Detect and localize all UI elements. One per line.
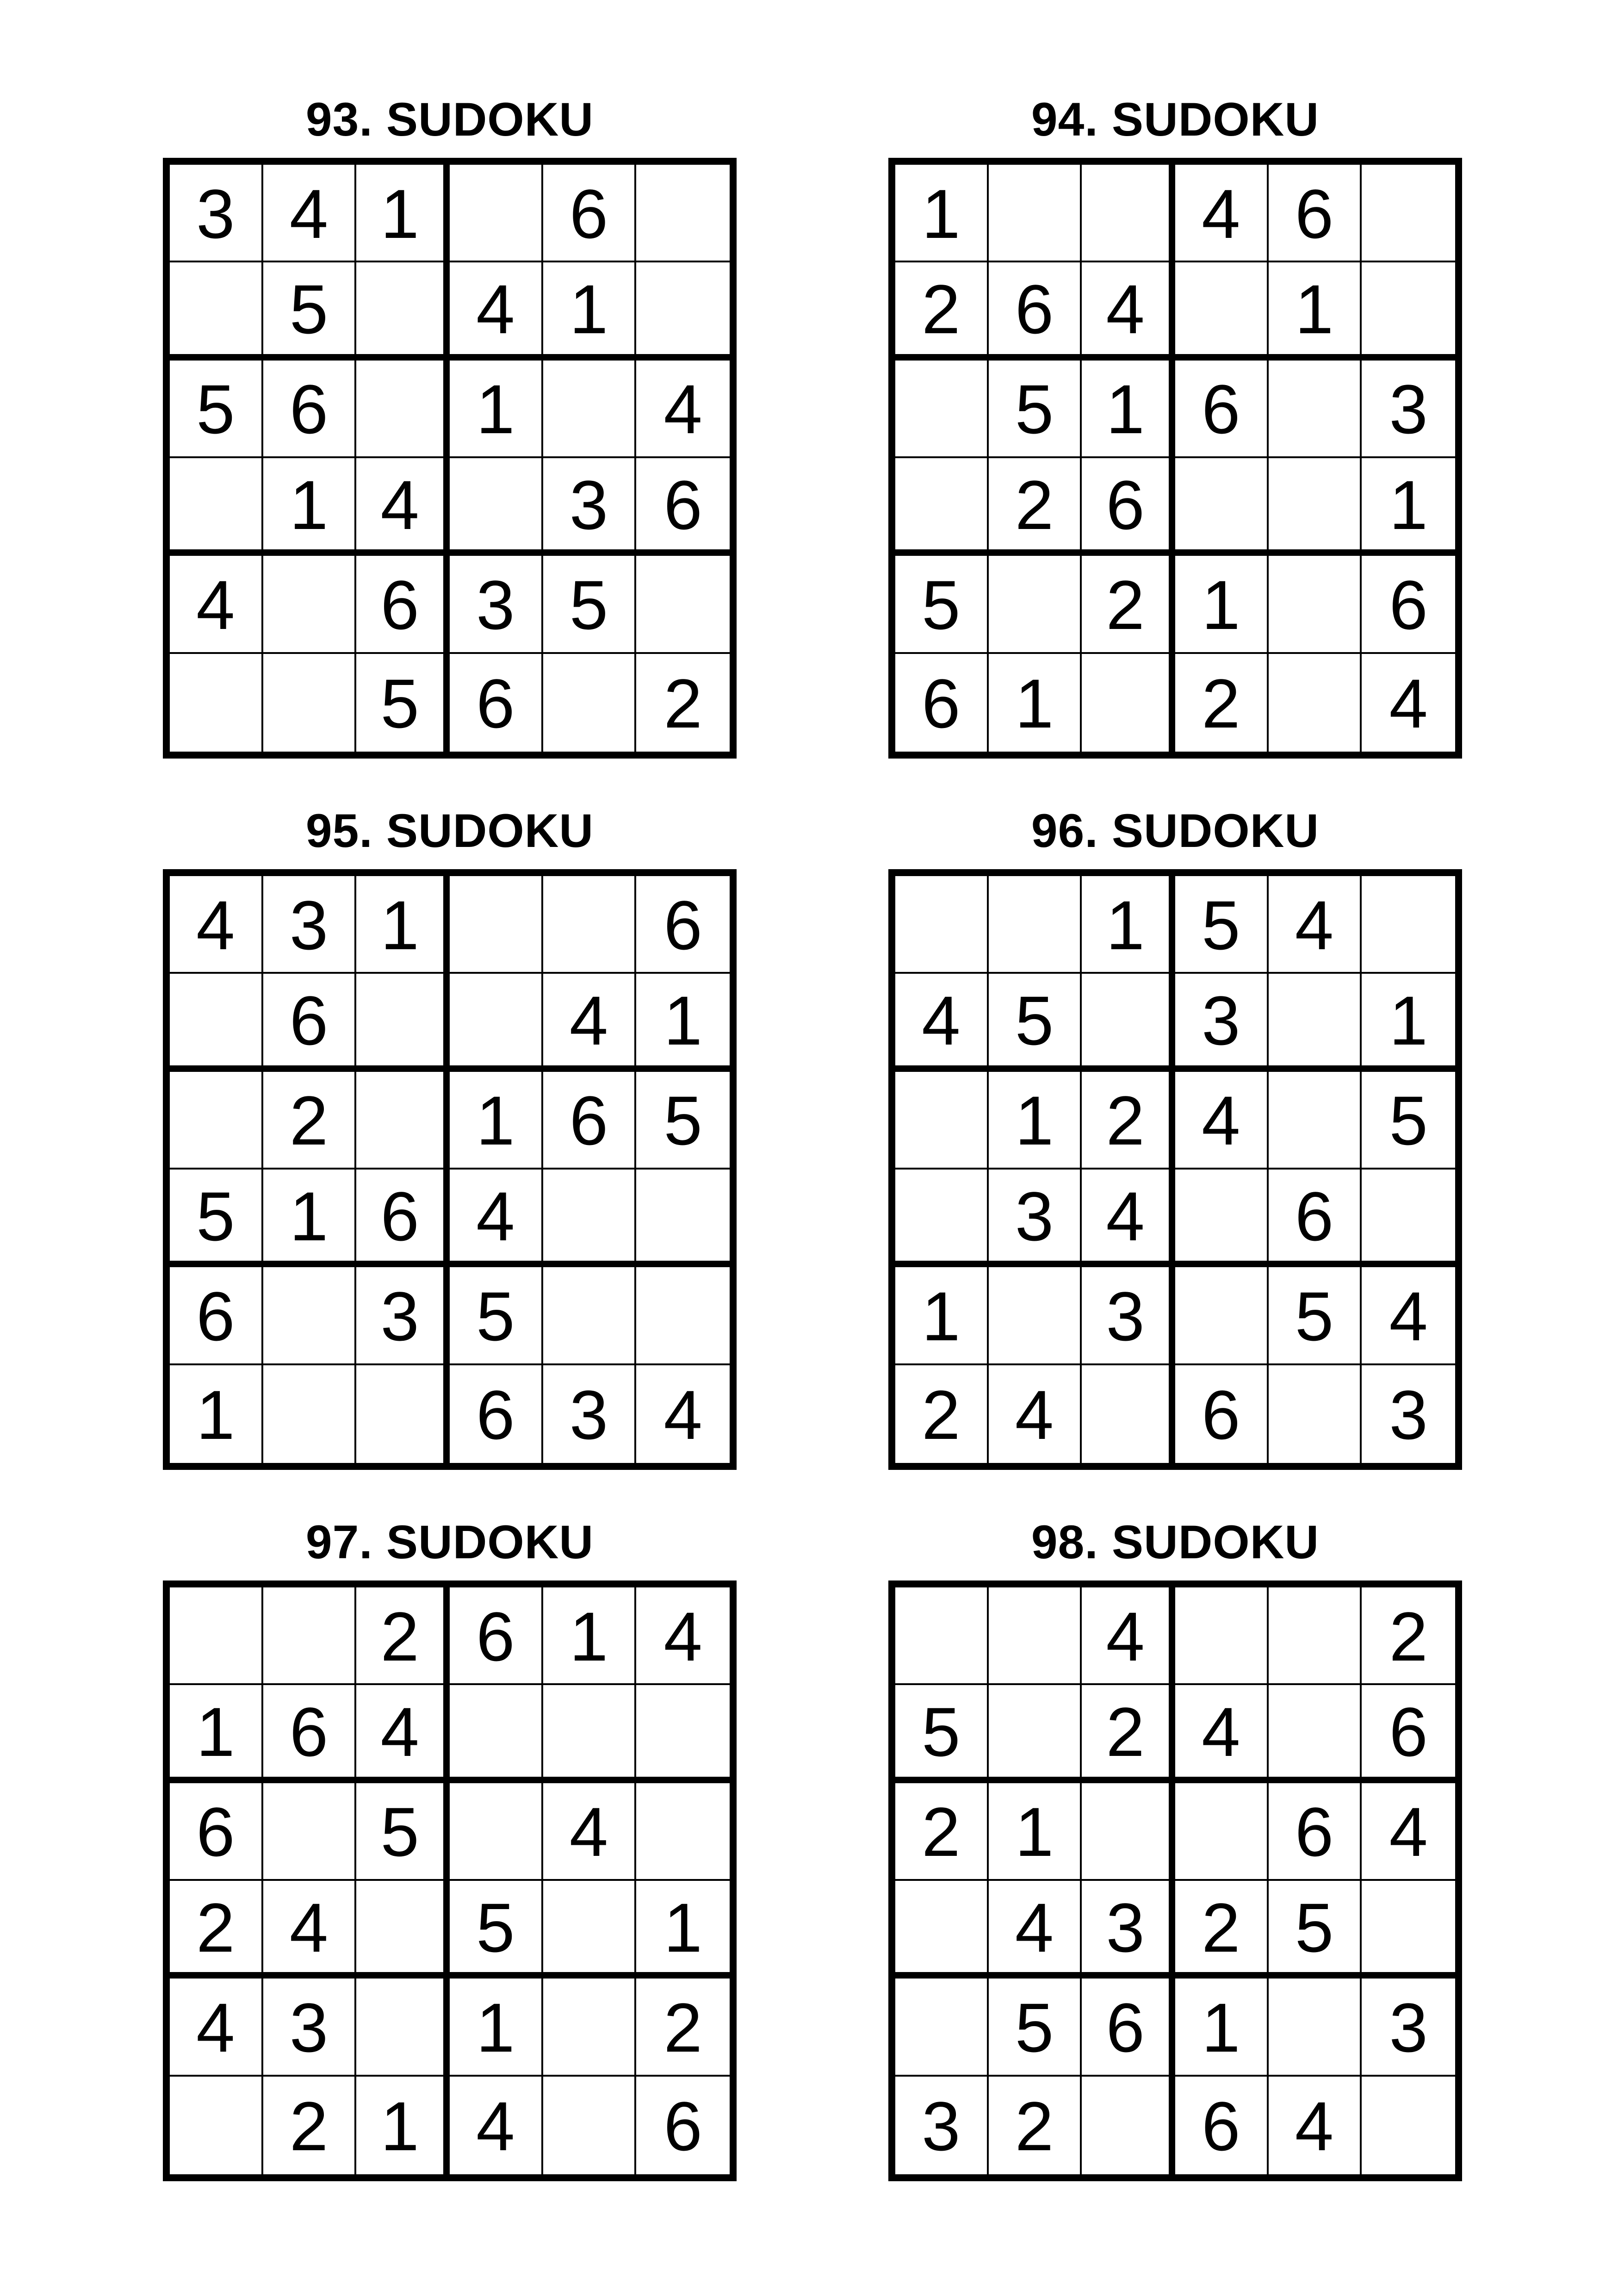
sudoku-cell: 5 <box>170 361 263 458</box>
sudoku-cell: 6 <box>1362 1685 1455 1783</box>
sudoku-cell: 6 <box>636 876 730 974</box>
sudoku-cell <box>1175 1267 1269 1365</box>
sudoku-cell: 6 <box>543 165 637 262</box>
sudoku-cell <box>543 654 637 752</box>
sudoku-cell: 6 <box>263 974 357 1071</box>
sudoku-cell: 3 <box>895 2077 989 2174</box>
sudoku-cell: 5 <box>356 1783 450 1881</box>
sudoku-cell: 2 <box>989 2077 1082 2174</box>
sudoku-cell: 4 <box>989 1881 1082 1979</box>
sudoku-cell <box>636 262 730 360</box>
sudoku-cell: 4 <box>1082 1587 1175 1685</box>
sudoku-cell <box>1269 1587 1362 1685</box>
sudoku-cell: 5 <box>450 1881 543 1979</box>
sudoku-cell <box>1362 2077 1455 2174</box>
sudoku-cell: 6 <box>1269 165 1362 262</box>
sudoku-cell: 3 <box>1362 1979 1455 2076</box>
sudoku-cell <box>263 1267 357 1365</box>
sudoku-cell: 2 <box>636 1979 730 2076</box>
sudoku-cell: 6 <box>450 654 543 752</box>
sudoku-cell <box>1175 262 1269 360</box>
sudoku-cell: 2 <box>1175 654 1269 752</box>
sudoku-cell: 1 <box>170 1365 263 1463</box>
sudoku-cell: 1 <box>356 876 450 974</box>
sudoku-cell: 4 <box>1082 262 1175 360</box>
sudoku-cell: 4 <box>263 1881 357 1979</box>
sudoku-cell <box>1269 654 1362 752</box>
sudoku-cell <box>263 1783 357 1881</box>
sudoku-grid <box>163 869 737 1470</box>
sudoku-cell: 4 <box>1082 1170 1175 1267</box>
sudoku-cell <box>895 458 989 556</box>
sudoku-cell: 3 <box>170 165 263 262</box>
sudoku-cell: 2 <box>263 2077 357 2174</box>
sudoku-cell: 1 <box>1269 262 1362 360</box>
sudoku-cell <box>263 654 357 752</box>
sudoku-cell: 1 <box>356 165 450 262</box>
sudoku-cell: 4 <box>450 262 543 360</box>
sudoku-cell: 6 <box>1175 1365 1269 1463</box>
sudoku-cell: 4 <box>356 458 450 556</box>
sudoku-cell: 2 <box>895 1365 989 1463</box>
sudoku-cell: 1 <box>170 1685 263 1783</box>
sudoku-cell: 6 <box>356 556 450 653</box>
sudoku-cell <box>1082 1783 1175 1881</box>
sudoku-cell <box>356 974 450 1071</box>
sudoku-cell: 1 <box>636 974 730 1071</box>
sudoku-cell: 1 <box>1082 876 1175 974</box>
sudoku-cell: 6 <box>263 1685 357 1783</box>
sudoku-cell <box>1362 876 1455 974</box>
puzzle-title: 94. SUDOKU <box>1031 93 1320 146</box>
sudoku-cell: 6 <box>895 654 989 752</box>
sudoku-cell <box>895 361 989 458</box>
sudoku-cell <box>170 1587 263 1685</box>
sudoku-cell <box>170 458 263 556</box>
sudoku-cell <box>989 556 1082 653</box>
sudoku-cell: 3 <box>1389 1376 1428 1454</box>
sudoku-cell: 5 <box>895 1685 989 1783</box>
sudoku-cell <box>543 1170 637 1267</box>
sudoku-grid <box>888 869 1462 1470</box>
sudoku-grid <box>163 1580 737 2181</box>
sudoku-cell: 5 <box>989 361 1082 458</box>
sudoku-cell <box>450 974 543 1071</box>
sudoku-cell: 3 <box>1082 1267 1175 1365</box>
sudoku-cell: 3 <box>1082 1881 1175 1979</box>
sudoku-cell: 5 <box>450 1267 543 1365</box>
sudoku-cell: 6 <box>170 1267 263 1365</box>
sudoku-cell: 6 <box>1175 361 1269 458</box>
sudoku-cell: 1 <box>1175 1979 1269 2076</box>
sudoku-cell <box>1082 654 1175 752</box>
sudoku-cell: 4 <box>170 876 263 974</box>
sudoku-cell: 5 <box>1269 1881 1362 1979</box>
sudoku-cell <box>170 1072 263 1170</box>
sudoku-cell: 4 <box>1269 876 1362 974</box>
sudoku-cell <box>543 1685 637 1783</box>
puzzle-title: 97. SUDOKU <box>305 1516 594 1568</box>
sudoku-cell <box>1362 262 1455 360</box>
puzzle-title: 96. SUDOKU <box>1031 804 1320 857</box>
sudoku-cell <box>263 1365 357 1463</box>
sudoku-grid <box>888 158 1462 759</box>
sudoku-cell: 1 <box>989 1783 1082 1881</box>
sudoku-cell <box>636 1783 730 1881</box>
sudoku-cell: 6 <box>636 458 730 556</box>
sudoku-cell: 6 <box>1175 2077 1269 2174</box>
sudoku-cell: 1 <box>263 458 357 556</box>
sudoku-cell: 4 <box>663 1376 702 1454</box>
sudoku-cell <box>170 2077 263 2174</box>
sudoku-cell <box>543 361 637 458</box>
sudoku-cell: 4 <box>1389 665 1428 743</box>
sudoku-cell: 1 <box>636 1881 730 1979</box>
sudoku-cell: 2 <box>263 1072 357 1170</box>
sudoku-cell <box>1362 1170 1455 1267</box>
sudoku-cell <box>543 876 637 974</box>
sudoku-cell: 2 <box>1082 556 1175 653</box>
sudoku-cell <box>1175 1587 1269 1685</box>
sudoku-cell: 4 <box>543 974 637 1071</box>
sudoku-cell <box>450 1783 543 1881</box>
sudoku-cell: 3 <box>356 1267 450 1365</box>
sudoku-cell: 4 <box>450 2077 543 2174</box>
sudoku-cell: 5 <box>989 1979 1082 2076</box>
sudoku-cell <box>1175 458 1269 556</box>
sudoku-cell <box>356 262 450 360</box>
sudoku-cell: 5 <box>895 556 989 653</box>
sudoku-cell <box>170 654 263 752</box>
sudoku-cell: 2 <box>1175 1881 1269 1979</box>
sudoku-grid <box>888 1580 1462 2181</box>
sudoku-cell <box>636 1267 730 1365</box>
sudoku-cell: 1 <box>1362 458 1455 556</box>
sudoku-cell: 2 <box>1082 1072 1175 1170</box>
sudoku-cell: 4 <box>1175 1685 1269 1783</box>
sudoku-cell <box>1082 1365 1175 1463</box>
sudoku-cell <box>989 876 1082 974</box>
sudoku-cell <box>356 361 450 458</box>
sudoku-cell: 4 <box>895 974 989 1071</box>
sudoku-cell: 6 <box>263 361 357 458</box>
sudoku-cell: 5 <box>1269 1267 1362 1365</box>
sudoku-cell: 3 <box>543 458 637 556</box>
sudoku-cell: 3 <box>989 1170 1082 1267</box>
sudoku-cell: 5 <box>263 262 357 360</box>
sudoku-cell: 6 <box>1082 458 1175 556</box>
sudoku-cell <box>263 1587 357 1685</box>
sudoku-cell: 1 <box>895 1267 989 1365</box>
sudoku-cell <box>895 1881 989 1979</box>
sudoku-cell <box>1082 974 1175 1071</box>
sudoku-cell: 3 <box>263 876 357 974</box>
sudoku-cell <box>543 1267 637 1365</box>
sudoku-cell: 2 <box>170 1881 263 1979</box>
puzzle-title: 95. SUDOKU <box>305 804 594 857</box>
sudoku-cell: 1 <box>263 1170 357 1267</box>
puzzle-title: 98. SUDOKU <box>1031 1516 1320 1568</box>
sudoku-cell <box>1082 2077 1175 2174</box>
sudoku-cell <box>895 1072 989 1170</box>
sudoku-cell: 3 <box>1362 361 1455 458</box>
sudoku-cell <box>543 1881 637 1979</box>
sudoku-cell: 6 <box>1269 1783 1362 1881</box>
sudoku-cell <box>1269 361 1362 458</box>
sudoku-cell: 1 <box>450 361 543 458</box>
sudoku-cell: 4 <box>1362 1783 1455 1881</box>
sudoku-cell: 1 <box>450 1979 543 2076</box>
sudoku-cell: 1 <box>543 262 637 360</box>
sudoku-cell: 5 <box>636 1072 730 1170</box>
sudoku-cell: 1 <box>1082 361 1175 458</box>
sudoku-cell <box>989 1267 1082 1365</box>
sudoku-cell: 2 <box>895 1783 989 1881</box>
sudoku-cell <box>895 1587 989 1685</box>
sudoku-cell <box>263 556 357 653</box>
sudoku-cell <box>895 876 989 974</box>
sudoku-cell: 4 <box>636 1587 730 1685</box>
sudoku-cell <box>450 458 543 556</box>
sudoku-cell: 2 <box>895 262 989 360</box>
sudoku-cell <box>1269 1979 1362 2076</box>
sudoku-cell <box>1175 1783 1269 1881</box>
sudoku-cell <box>450 1685 543 1783</box>
sudoku-cell: 2 <box>663 665 702 743</box>
sudoku-cell <box>636 1170 730 1267</box>
sudoku-cell: 6 <box>450 1587 543 1685</box>
sudoku-cell <box>1269 1072 1362 1170</box>
sudoku-cell: 6 <box>989 262 1082 360</box>
sudoku-cell: 1 <box>1362 974 1455 1071</box>
sudoku-cell: 4 <box>1362 1267 1455 1365</box>
sudoku-cell: 4 <box>1175 1072 1269 1170</box>
sudoku-cell: 6 <box>356 1170 450 1267</box>
sudoku-cell: 5 <box>356 654 450 752</box>
sudoku-cell: 2 <box>1362 1587 1455 1685</box>
sudoku-cell: 4 <box>170 1979 263 2076</box>
sudoku-grid <box>163 158 737 759</box>
sudoku-cell <box>356 1365 450 1463</box>
sudoku-cell: 4 <box>636 361 730 458</box>
sudoku-cell: 6 <box>170 1783 263 1881</box>
sudoku-cell: 1 <box>543 1587 637 1685</box>
sudoku-cell <box>170 262 263 360</box>
sudoku-cell: 4 <box>1269 2077 1362 2174</box>
sudoku-cell <box>543 1979 637 2076</box>
sudoku-cell: 3 <box>1175 974 1269 1071</box>
sudoku-cell: 3 <box>263 1979 357 2076</box>
sudoku-cell: 4 <box>356 1685 450 1783</box>
sudoku-cell <box>356 1072 450 1170</box>
sudoku-cell <box>1269 1685 1362 1783</box>
sudoku-cell <box>1362 165 1455 262</box>
sudoku-cell <box>989 1587 1082 1685</box>
sudoku-cell: 4 <box>170 556 263 653</box>
sudoku-cell <box>450 876 543 974</box>
sudoku-cell: 3 <box>543 1365 637 1463</box>
sudoku-cell: 4 <box>543 1783 637 1881</box>
sudoku-cell: 1 <box>895 165 989 262</box>
sudoku-cell: 6 <box>1082 1979 1175 2076</box>
sudoku-cell: 2 <box>989 458 1082 556</box>
sudoku-cell: 6 <box>450 1365 543 1463</box>
sudoku-cell: 4 <box>263 165 357 262</box>
sudoku-cell: 5 <box>543 556 637 653</box>
sudoku-cell <box>989 165 1082 262</box>
sudoku-cell: 6 <box>1362 556 1455 653</box>
sudoku-cell <box>895 1979 989 2076</box>
sudoku-cell: 6 <box>663 2087 702 2165</box>
sudoku-cell <box>1269 974 1362 1071</box>
sudoku-cell <box>1269 1365 1362 1463</box>
sudoku-cell: 5 <box>1175 876 1269 974</box>
sudoku-cell: 6 <box>543 1072 637 1170</box>
sudoku-cell <box>895 1170 989 1267</box>
sudoku-cell: 1 <box>1175 556 1269 653</box>
sudoku-cell <box>170 974 263 1071</box>
sudoku-cell <box>989 1685 1082 1783</box>
sudoku-cell: 1 <box>989 1072 1082 1170</box>
sudoku-cell: 6 <box>1269 1170 1362 1267</box>
sudoku-cell: 1 <box>989 654 1082 752</box>
sudoku-cell: 5 <box>170 1170 263 1267</box>
sudoku-cell <box>636 556 730 653</box>
sudoku-cell: 1 <box>356 2077 450 2174</box>
sudoku-cell <box>356 1979 450 2076</box>
sudoku-cell <box>636 1685 730 1783</box>
sudoku-cell <box>543 2077 637 2174</box>
sudoku-cell: 4 <box>450 1170 543 1267</box>
sudoku-cell <box>1362 1881 1455 1979</box>
sudoku-cell: 2 <box>1082 1685 1175 1783</box>
sudoku-cell <box>450 165 543 262</box>
sudoku-cell: 5 <box>989 974 1082 1071</box>
sudoku-cell: 4 <box>1175 165 1269 262</box>
sudoku-cell <box>356 1881 450 1979</box>
sudoku-cell: 4 <box>989 1365 1082 1463</box>
sudoku-cell <box>1269 458 1362 556</box>
sudoku-cell <box>1082 165 1175 262</box>
sudoku-cell: 3 <box>450 556 543 653</box>
puzzle-title: 93. SUDOKU <box>305 93 594 146</box>
sudoku-cell <box>636 165 730 262</box>
sudoku-cell <box>1175 1170 1269 1267</box>
sudoku-cell: 2 <box>356 1587 450 1685</box>
sudoku-cell <box>1269 556 1362 653</box>
sudoku-cell: 5 <box>1362 1072 1455 1170</box>
sudoku-cell: 1 <box>450 1072 543 1170</box>
